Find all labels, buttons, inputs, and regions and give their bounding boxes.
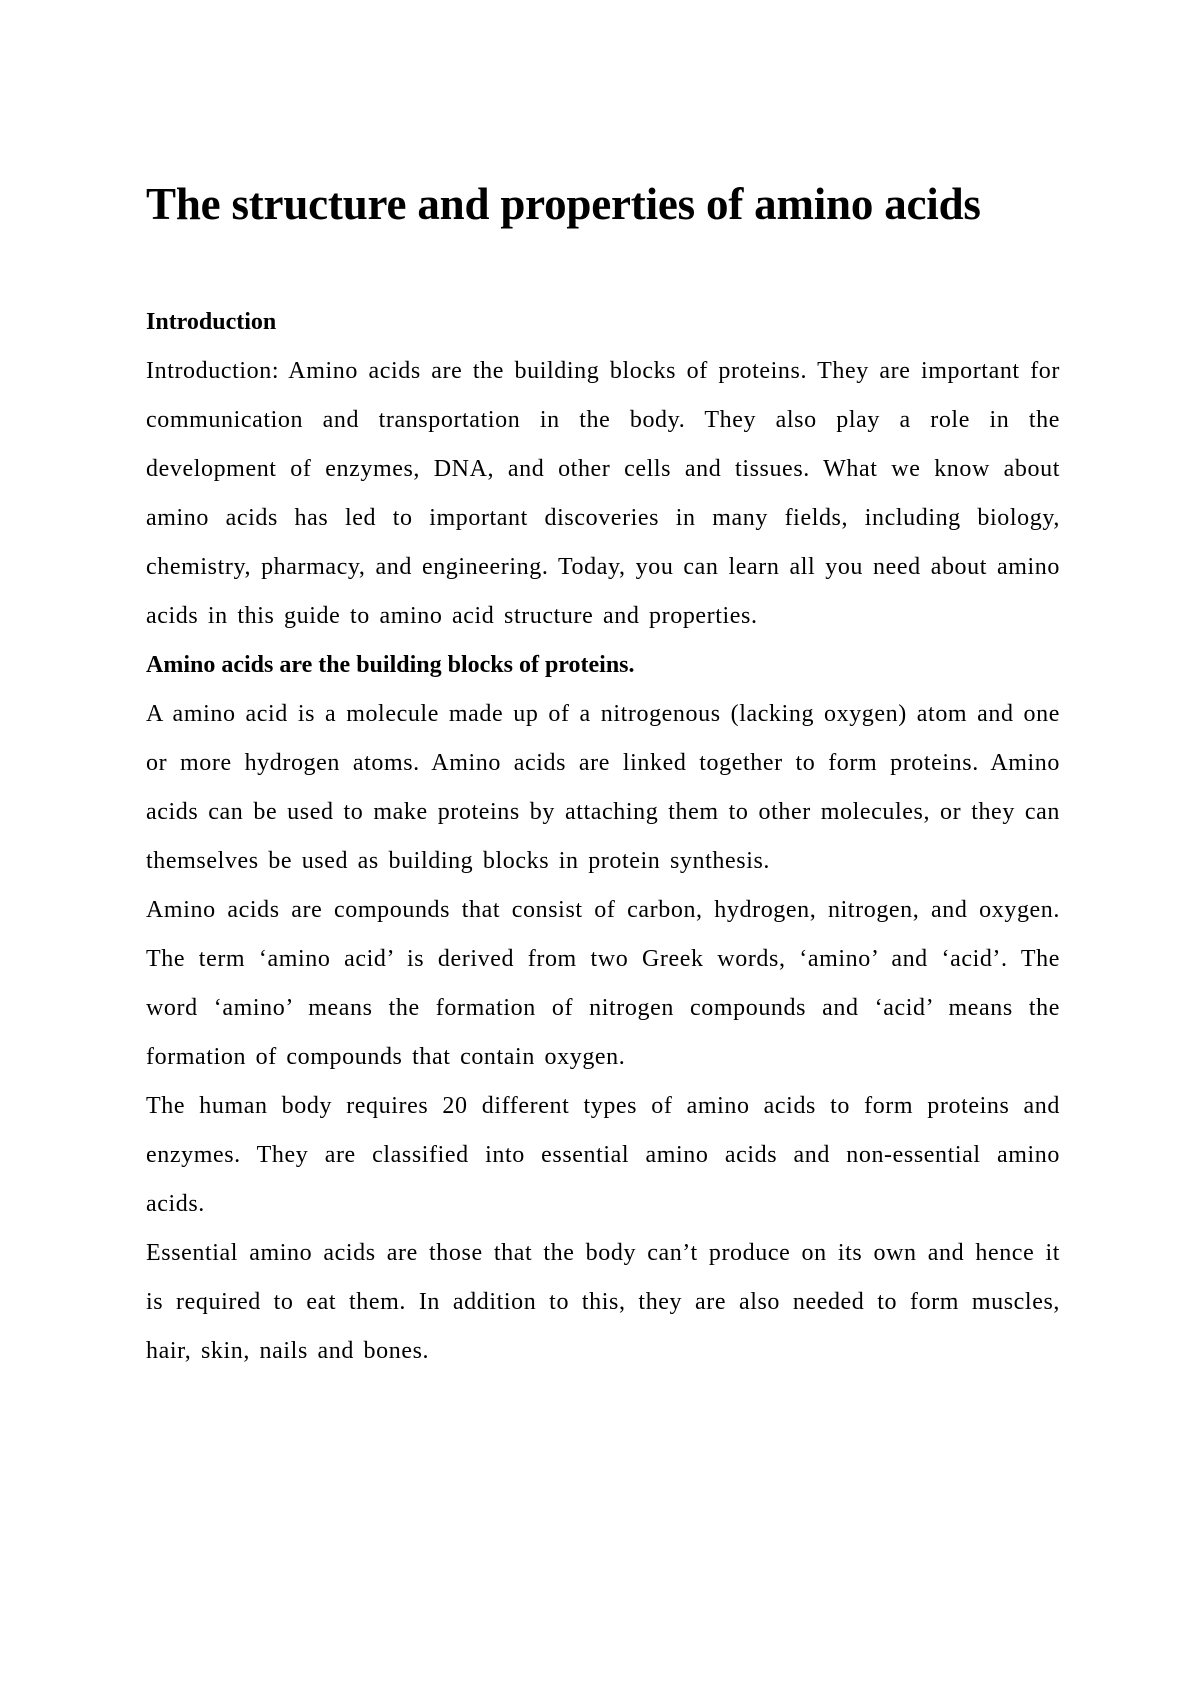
- paragraph: Introduction: Amino acids are the building blocks of proteins. They are important for communication and transportation in the body. They also play a role in the development of enzymes, DNA, and other cells and tissues. What we know about amino acids has led to important discoveries in many fields, including biology, chemistry, pharmacy, and engineering. Today, you can learn all you need about amino acids in this guide to amino acid structure and properties.: [146, 358, 1060, 629]
- title-spacer: [146, 248, 1060, 298]
- paragraph: A amino acid is a molecule made up of a nitrogenous (lacking oxygen) atom and one or more hydrogen atoms. Amino acids are linked together to form proteins. Amino acids can be used to make proteins by attaching them to other molecules, or they can themselves be used as building blocks in protein synthesis.: [146, 701, 1060, 874]
- section-heading: Amino acids are the building blocks of proteins.: [146, 652, 635, 678]
- paragraph: Essential amino acids are those that the body can’t produce on its own and hence it is required to eat them. In addition to this, they are also needed to form muscles, hair, skin, nails and bones.: [146, 1240, 1060, 1364]
- paragraph: The human body requires 20 different types of amino acids to form proteins and enzymes. They are classified into essential amino acids and non-essential amino acids.: [146, 1093, 1060, 1217]
- document-title: The structure and properties of amino acids: [146, 179, 981, 229]
- document-page: [146, 160, 1060, 1376]
- section-introduction: [146, 298, 1060, 641]
- section-heading: Introduction: [146, 309, 277, 335]
- section-building-blocks: [146, 641, 1060, 1376]
- paragraph: Amino acids are compounds that consist of carbon, hydrogen, nitrogen, and oxygen. The term ‘amino acid’ is derived from two Greek words, ‘amino’ and ‘acid’. The word ‘amino’ means the formation of nitrogen compounds and ‘acid’ means the formation of compounds that contain oxygen.: [146, 897, 1060, 1070]
